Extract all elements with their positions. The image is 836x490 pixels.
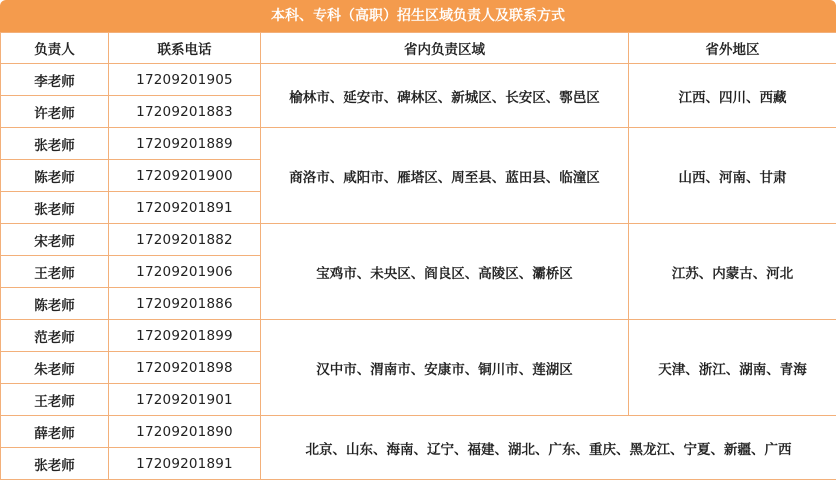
phone-number: 17209201882 bbox=[109, 224, 261, 256]
outside-region-cell: 江苏、内蒙古、河北 bbox=[629, 224, 836, 320]
person-name: 范老师 bbox=[1, 320, 109, 352]
person-name: 宋老师 bbox=[1, 224, 109, 256]
outside-region-cell: 天津、浙江、湖南、青海 bbox=[629, 320, 836, 416]
table-row bbox=[1, 128, 836, 160]
table-row bbox=[1, 64, 836, 96]
phone-number: 17209201901 bbox=[109, 384, 261, 416]
phone-number: 17209201889 bbox=[109, 128, 261, 160]
province-region-cell: 榆林市、延安市、碑林区、新城区、长安区、鄠邑区 bbox=[261, 64, 629, 128]
person-name: 王老师 bbox=[1, 384, 109, 416]
table-row bbox=[1, 416, 836, 448]
header-row bbox=[1, 33, 836, 64]
person-name: 李老师 bbox=[1, 64, 109, 96]
outside-region-cell: 山西、河南、甘肃 bbox=[629, 128, 836, 224]
merged-region-cell: 北京、山东、海南、辽宁、福建、湖北、广东、重庆、黑龙江、宁夏、新疆、广西 bbox=[261, 416, 836, 480]
person-name: 朱老师 bbox=[1, 352, 109, 384]
phone-number: 17209201891 bbox=[109, 192, 261, 224]
table-row bbox=[1, 224, 836, 256]
person-name: 王老师 bbox=[1, 256, 109, 288]
header-outside-region: 省外地区 bbox=[629, 33, 836, 64]
person-name: 许老师 bbox=[1, 96, 109, 128]
phone-number: 17209201891 bbox=[109, 448, 261, 480]
person-name: 张老师 bbox=[1, 192, 109, 224]
phone-number: 17209201905 bbox=[109, 64, 261, 96]
header-province-region: 省内负责区域 bbox=[261, 33, 629, 64]
contact-table bbox=[0, 32, 836, 480]
phone-number: 17209201883 bbox=[109, 96, 261, 128]
province-region-cell: 汉中市、渭南市、安康市、铜川市、莲湖区 bbox=[261, 320, 629, 416]
phone-number: 17209201898 bbox=[109, 352, 261, 384]
province-region-cell: 宝鸡市、未央区、阎良区、高陵区、灞桥区 bbox=[261, 224, 629, 320]
person-name: 张老师 bbox=[1, 128, 109, 160]
province-region-cell: 商洛市、咸阳市、雁塔区、周至县、蓝田县、临潼区 bbox=[261, 128, 629, 224]
phone-number: 17209201900 bbox=[109, 160, 261, 192]
phone-number: 17209201899 bbox=[109, 320, 261, 352]
header-phone: 联系电话 bbox=[109, 33, 261, 64]
phone-number: 17209201890 bbox=[109, 416, 261, 448]
phone-number: 17209201886 bbox=[109, 288, 261, 320]
phone-number: 17209201906 bbox=[109, 256, 261, 288]
person-name: 陈老师 bbox=[1, 160, 109, 192]
person-name: 张老师 bbox=[1, 448, 109, 480]
outside-region-cell: 江西、四川、西藏 bbox=[629, 64, 836, 128]
person-name: 陈老师 bbox=[1, 288, 109, 320]
table-row bbox=[1, 320, 836, 352]
person-name: 薛老师 bbox=[1, 416, 109, 448]
table-title-banner: 本科、专科（高职）招生区域负责人及联系方式 bbox=[0, 0, 836, 32]
header-person: 负责人 bbox=[1, 33, 109, 64]
